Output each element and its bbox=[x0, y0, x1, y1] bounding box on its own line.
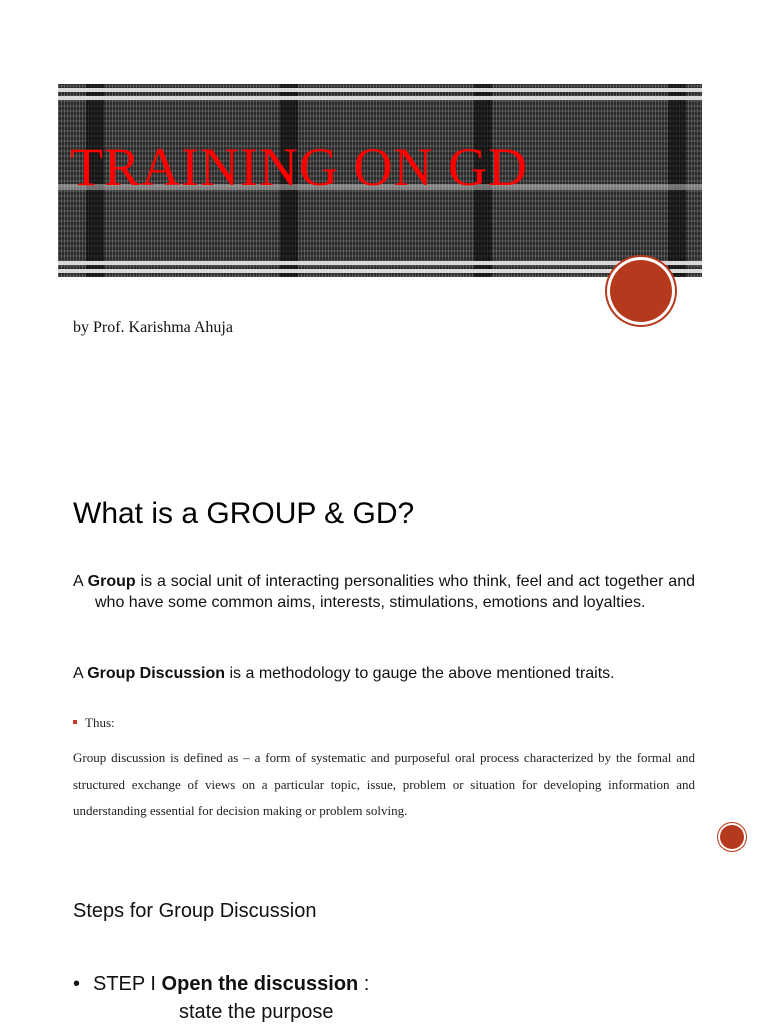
text-body: is a methodology to gauge the above mentioned traits. bbox=[225, 665, 615, 682]
bullet-text: Thus: bbox=[85, 715, 115, 730]
decorative-circle-icon bbox=[610, 260, 672, 322]
bullet-icon: • bbox=[73, 973, 81, 995]
definition-slide bbox=[0, 440, 768, 870]
term-group-discussion: Group Discussion bbox=[87, 665, 226, 682]
decorative-circle-icon bbox=[720, 825, 744, 849]
gd-definition-paragraph bbox=[73, 663, 695, 684]
bullet-item bbox=[73, 715, 115, 731]
banner-rule bbox=[58, 88, 702, 92]
slide-title: TRAINING ON GD bbox=[70, 137, 528, 197]
banner-rule bbox=[58, 269, 702, 273]
banner-rule bbox=[58, 261, 702, 265]
square-bullet-icon bbox=[73, 720, 77, 724]
step-item bbox=[73, 970, 369, 1026]
step-label: STEP I bbox=[93, 973, 162, 995]
title-slide bbox=[0, 0, 768, 440]
text-prefix: A bbox=[73, 573, 88, 590]
step-description: state the purpose bbox=[179, 1001, 334, 1023]
slide-heading: Steps for Group Discussion bbox=[73, 900, 317, 922]
steps-slide bbox=[0, 870, 768, 1024]
step-title: Open the discussion bbox=[161, 973, 359, 995]
term-group: Group bbox=[87, 573, 136, 590]
text-body: is a social unit of interacting personalities who think, feel and act together and who have some common aims, interests, stimulations, emotions and loyalties. bbox=[95, 573, 696, 611]
banner-rule bbox=[58, 96, 702, 100]
author-line: by Prof. Karishma Ahuja bbox=[73, 319, 233, 336]
step-colon: : bbox=[358, 973, 370, 995]
slide-heading: What is a GROUP & GD? bbox=[73, 497, 415, 530]
text-prefix: A bbox=[73, 665, 88, 682]
gd-formal-definition: Group discussion is defined as – a form of systematic and purposeful oral process characterized by the formal and structured exchange of views on a particular topic, issue, problem or situation for developing information and understanding essential for decision making or problem solving. bbox=[73, 750, 695, 818]
group-definition-paragraph bbox=[73, 571, 695, 613]
